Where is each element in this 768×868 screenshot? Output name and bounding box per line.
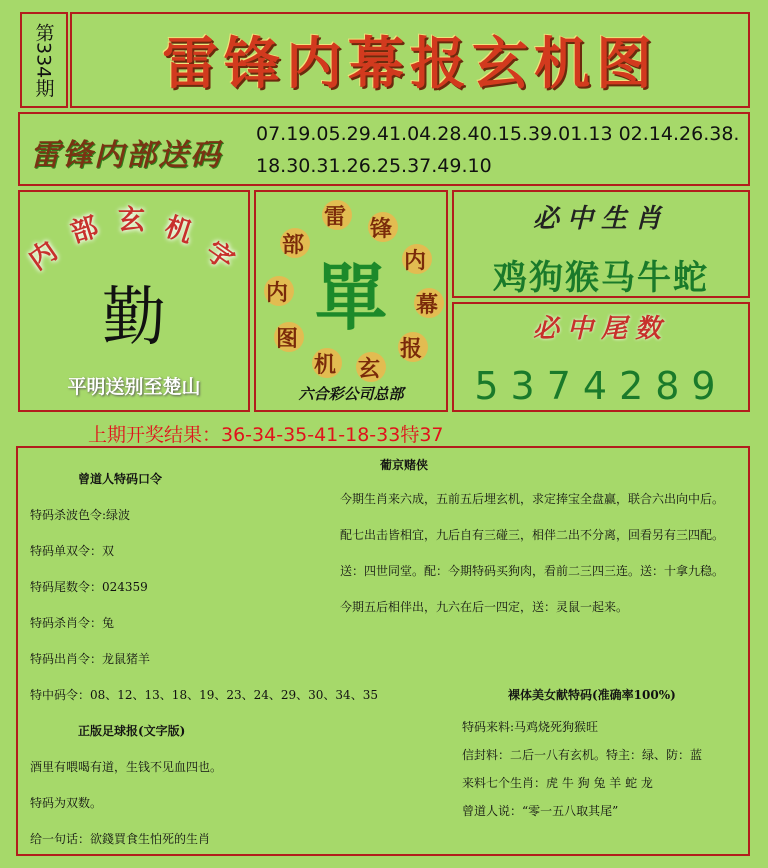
right-line: 今期五后相伴出，九六在后一四定，送：灵鼠一起来。 (340, 600, 629, 614)
left-line: 特码出肖令：龙鼠猪羊 (30, 652, 151, 666)
riddle-header-char: 部 (66, 211, 103, 250)
riddle-header-char: 内 (23, 235, 64, 277)
left-line: 酒里有喂喝有道，生钱不见血四也。 (30, 760, 223, 774)
ring-char: 图 (276, 326, 299, 352)
right-line: 送：四世同堂。配：今期特码买狗肉，看前二三四三连。送：十拿九稳。 (340, 564, 725, 578)
ring-char: 雷 (324, 204, 347, 230)
left-line: 给一句话：欲錢買食生怕死的生肖 (30, 832, 211, 846)
poster-title: 雷锋内幕报玄机图 (162, 31, 658, 97)
ring-char: 报 (400, 336, 423, 362)
ring-char: 内 (266, 280, 289, 306)
tail-number-value: 5374289 (474, 364, 728, 408)
left-line: 特码单双令：双 (30, 544, 115, 558)
left-line: 特码尾数令：024359 (30, 580, 148, 594)
zodiac-value: 鸡狗猴马牛蛇 (493, 258, 709, 298)
right-line: 配七出击皆相宜，九后自有三碰三，相伴二出不分离，回看另有三四配。 (340, 528, 725, 542)
ring-char: 部 (282, 232, 305, 258)
right-line: 来料七个生肖：虎 牛 狗 兔 羊 蛇 龙 (462, 776, 653, 790)
left-line: 特码杀波色令:绿波 (30, 508, 131, 522)
title-box (70, 12, 750, 108)
internal-codes-numbers: 07.19.05.29.41.04.28.40.15.39.01.13 02.14.26.38.18.30.31.26.25.37.49.10 (256, 123, 740, 177)
zodiac-header: 必中生肖 (532, 204, 669, 234)
right-line: 信封料：二后一八有玄机。特主：绿、防：蓝 (462, 748, 703, 762)
right-section-title: 裸体美女献特码(准确率100%) (508, 688, 676, 702)
right-line: 曾道人说：“零一五八取其尾” (462, 804, 619, 818)
internal-codes-box (18, 112, 750, 186)
ring-char: 幕 (416, 292, 439, 318)
left-line: 特码为双数。 (30, 796, 103, 810)
riddle-box (18, 190, 250, 412)
internal-codes-label: 雷锋内部送码 (30, 138, 222, 173)
center-main-character: 單 (314, 255, 387, 340)
left-line: 特码杀肖令：兔 (30, 616, 115, 630)
right-line: 特码来料:马鸡烧死狗猴旺 (462, 720, 599, 734)
tail-number-header: 必中尾数 (532, 314, 669, 344)
issue-label-box (20, 12, 68, 108)
issue-label: 第334期 (32, 22, 55, 98)
riddle-header-char: 字 (199, 235, 240, 277)
ring-char: 内 (404, 248, 427, 274)
ring-char: 玄 (358, 356, 381, 382)
riddle-poem: 平明送别至楚山 (67, 376, 201, 398)
left-section-title: 正版足球报(文字版) (78, 724, 186, 738)
center-emblem-box (254, 190, 448, 412)
left-section-title: 曾道人特码口令 (78, 472, 163, 486)
last-result: 上期开奖结果：36-34-35-41-18-33特37 (88, 424, 444, 446)
ring-char: 锋 (370, 216, 393, 242)
right-line: 今期生肖来六成，五前五后埋玄机，求定捧宝全盘赢，联合六出向中后。 (340, 492, 725, 506)
zodiac-box (452, 190, 750, 298)
company-label: 六合彩公司总部 (298, 385, 404, 403)
bottom-text-box (16, 446, 750, 856)
tail-number-box (452, 302, 750, 412)
ring-char: 机 (314, 352, 337, 378)
riddle-header-char: 机 (160, 211, 197, 250)
riddle-character: 勤 (102, 281, 166, 355)
right-section-title: 葡京赌侠 (380, 458, 429, 472)
left-line: 特中码令：08、12、13、18、19、23、24、29、30、34、35 (30, 688, 378, 702)
riddle-header-char: 玄 (118, 205, 145, 236)
